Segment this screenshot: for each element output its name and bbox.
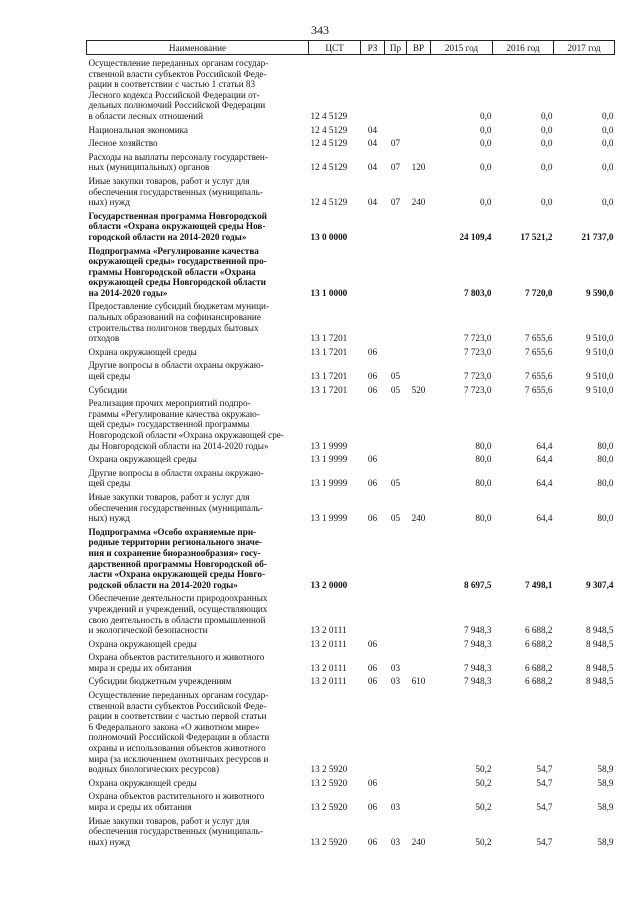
table-row — [87, 149, 615, 173]
row-rz: 06 — [367, 384, 378, 395]
table-row — [87, 775, 615, 789]
row-name-line: щей среды» государственной программы — [88, 419, 250, 430]
row-value-2017: 0,0 — [602, 110, 614, 121]
row-name-line: обеспечения государственных (муниципаль- — [88, 186, 263, 197]
row-pr — [385, 775, 407, 789]
row-name-line: родные территории регионального значе- — [88, 537, 262, 548]
row-name-line: Охрана объектов растительного и животного — [88, 652, 265, 663]
row-cst: 13 2 5920 — [310, 764, 348, 775]
row-pr: 05 — [390, 513, 401, 524]
row-pr: 05 — [390, 384, 401, 395]
row-value-2016: 7 655,6 — [524, 371, 553, 382]
row-cst: 13 1 7201 — [310, 333, 348, 344]
row-value-2016: 64,4 — [536, 440, 553, 451]
row-pr — [385, 243, 407, 299]
row-value-2017: 8 948,5 — [585, 676, 614, 687]
row-value-2016: 6 688,2 — [524, 676, 553, 687]
row-name — [87, 451, 309, 465]
table-row — [87, 298, 615, 343]
table-row — [87, 465, 615, 489]
row-name-line: Охрана окружающей среды — [88, 777, 197, 788]
row-vr: 610 — [411, 676, 426, 687]
header-2015: 2015 год — [431, 41, 493, 55]
row-value-2016: 54,7 — [536, 802, 553, 812]
row-value-2016: 7 655,6 — [524, 346, 553, 357]
row-pr: 03 — [390, 836, 401, 847]
row-name-line: 6 Федерального закона «О животном мире» — [88, 721, 260, 732]
table-row — [87, 451, 615, 465]
row-name-line: щей среды — [88, 478, 131, 489]
row-vr: 240 — [411, 513, 426, 524]
row-vr — [407, 465, 431, 489]
row-value-2015: 7 803,0 — [463, 287, 492, 298]
row-rz: 04 — [367, 124, 378, 135]
row-name-line: граммы Новгородской области «Охрана — [88, 266, 256, 277]
row-name — [87, 357, 309, 381]
row-vr — [407, 590, 431, 635]
row-cst: 13 1 7201 — [310, 384, 348, 395]
row-value-2015: 7 948,3 — [463, 662, 492, 673]
row-value-2015: 7 723,0 — [463, 384, 492, 395]
row-value-2015: 80,0 — [475, 440, 492, 451]
row-value-2017: 58,9 — [597, 836, 614, 847]
table-row — [87, 344, 615, 358]
header-2016: 2016 год — [493, 41, 554, 55]
row-value-2016: 0,0 — [541, 124, 553, 135]
row-pr — [385, 687, 407, 775]
table-row — [87, 122, 615, 136]
row-rz: 06 — [367, 676, 378, 687]
row-name-line: ных) нужд — [88, 836, 130, 847]
row-vr — [407, 788, 431, 812]
row-value-2017: 0,0 — [602, 124, 614, 135]
row-vr: 120 — [411, 162, 426, 173]
row-name — [87, 524, 309, 591]
row-name-line: Иные закупки товаров, работ и услуг для — [88, 491, 250, 502]
row-value-2017: 0,0 — [602, 138, 614, 149]
row-value-2015: 50,2 — [475, 836, 492, 847]
row-name — [87, 344, 309, 358]
row-cst: 13 2 0111 — [310, 676, 347, 687]
row-name-line: в области лесных отношений — [88, 110, 203, 121]
row-value-2017: 58,9 — [597, 777, 614, 788]
row-cst: 12 4 5129 — [310, 110, 348, 121]
row-rz — [361, 395, 385, 451]
row-cst: 13 2 5920 — [310, 802, 348, 812]
row-name — [87, 465, 309, 489]
row-cst: 13 1 9999 — [310, 478, 348, 489]
table-row — [87, 135, 615, 149]
row-name-line: окружающей среды» государственной про- — [88, 256, 267, 267]
row-value-2016: 6 688,2 — [524, 625, 553, 636]
row-cst: 13 1 0000 — [310, 287, 348, 298]
row-value-2015: 7 948,3 — [463, 676, 492, 687]
row-name-line: учреждений и учреждений, осуществляющих — [88, 603, 268, 614]
row-pr: 03 — [390, 662, 401, 673]
row-rz — [361, 243, 385, 299]
row-cst: 13 1 7201 — [310, 346, 348, 357]
row-value-2016: 7 720,0 — [524, 287, 553, 298]
table-row — [87, 788, 615, 812]
header-rz: РЗ — [361, 41, 385, 55]
row-pr: 07 — [390, 138, 401, 149]
row-name — [87, 208, 309, 243]
row-vr: 520 — [411, 384, 426, 395]
row-vr — [407, 208, 431, 243]
table-row — [87, 649, 615, 673]
row-cst: 12 4 5129 — [310, 197, 348, 208]
row-rz — [361, 524, 385, 591]
row-pr — [385, 524, 407, 591]
row-value-2016: 7 655,6 — [524, 384, 553, 395]
row-pr: 03 — [390, 676, 401, 687]
row-vr — [407, 451, 431, 465]
row-name-line: ных) нужд — [88, 513, 130, 524]
row-value-2016: 0,0 — [541, 138, 553, 149]
row-value-2017: 9 510,0 — [585, 333, 614, 344]
row-name-line: Охрана окружающей среды — [88, 454, 197, 465]
row-name-line: Иные закупки товаров, работ и услуг для — [88, 815, 250, 826]
header-2017: 2017 год — [554, 41, 615, 55]
row-value-2015: 7 723,0 — [463, 333, 492, 344]
row-name — [87, 649, 309, 673]
row-name — [87, 149, 309, 173]
row-vr — [407, 687, 431, 775]
row-value-2015: 24 109,4 — [459, 231, 492, 242]
row-value-2015: 0,0 — [480, 197, 492, 208]
row-pr — [385, 122, 407, 136]
row-pr — [385, 451, 407, 465]
row-name-line: мира и среды их обитания — [88, 662, 192, 673]
row-name-line: дельных полномочий Российской Федерации — [88, 100, 266, 111]
row-value-2015: 0,0 — [480, 162, 492, 173]
row-name-line: дарственной программы Новгородской об- — [88, 558, 267, 569]
row-pr — [385, 344, 407, 358]
row-vr — [407, 395, 431, 451]
row-name-line: Лесного кодекса Российской Федерации от- — [88, 89, 260, 100]
row-name-line: ды Новгородской области на 2014-2020 годы» — [88, 440, 269, 451]
row-rz: 06 — [367, 478, 378, 489]
row-name-line: Субсидии бюджетным учреждениям — [88, 676, 232, 687]
row-value-2015: 7 723,0 — [463, 371, 492, 382]
header-vr: ВР — [407, 41, 431, 55]
row-value-2017: 0,0 — [602, 162, 614, 173]
row-value-2016: 64,4 — [536, 454, 553, 465]
row-name-line: Лесное хозяйство — [88, 138, 158, 149]
table-row — [87, 590, 615, 635]
row-value-2016: 17 521,2 — [520, 231, 553, 242]
row-name — [87, 298, 309, 343]
row-value-2017: 58,9 — [597, 764, 614, 775]
row-rz: 06 — [367, 662, 378, 673]
row-name-line: ных (муниципальных) органов — [88, 162, 210, 173]
row-vr — [407, 122, 431, 136]
row-pr: 05 — [390, 478, 401, 489]
table-row — [87, 243, 615, 299]
row-cst: 13 1 9999 — [310, 513, 348, 524]
row-name-line: мира и среды их обитания — [88, 802, 192, 812]
row-value-2017: 0,0 — [602, 197, 614, 208]
row-value-2015: 50,2 — [475, 764, 492, 775]
row-cst: 13 2 5920 — [310, 777, 348, 788]
row-name-line: Подпрограмма «Регулирование качества — [88, 245, 259, 256]
row-value-2016: 7 498,1 — [524, 579, 553, 590]
row-value-2016: 0,0 — [541, 110, 553, 121]
row-cst: 13 1 7201 — [310, 371, 348, 382]
row-rz — [361, 208, 385, 243]
row-cst: 13 2 5920 — [310, 836, 348, 847]
row-name — [87, 243, 309, 299]
row-pr: 07 — [390, 162, 401, 173]
table-row — [87, 208, 615, 243]
row-name — [87, 55, 309, 122]
row-name — [87, 687, 309, 775]
row-name-line: и экологической безопасности — [88, 625, 208, 636]
row-vr — [407, 243, 431, 299]
row-rz: 04 — [367, 162, 378, 173]
row-value-2017: 80,0 — [597, 454, 614, 465]
row-cst: 13 2 0111 — [310, 625, 347, 636]
table-row — [87, 813, 615, 848]
row-cst: 12 4 5129 — [310, 162, 348, 173]
row-name-line: полномочий Российской Федерации в области — [88, 732, 270, 743]
row-vr — [407, 55, 431, 122]
row-name-line: Предоставление субсидий бюджетам муници- — [88, 301, 269, 312]
row-value-2017: 9 510,0 — [585, 346, 614, 357]
table-row — [87, 173, 615, 208]
row-name-line: Новгородской области «Охрана окружающей сре- — [88, 430, 284, 440]
row-value-2017: 9 510,0 — [585, 384, 614, 395]
row-name-line: ных) нужд — [88, 197, 130, 208]
row-name-line: Расходы на выплаты персоналу государствен- — [88, 151, 268, 162]
row-name-line: Субсидии — [88, 384, 128, 395]
row-name-line: ласти «Охрана окружающей среды Новго- — [88, 569, 266, 580]
row-name-line: Обеспечение деятельности природоохранных — [88, 593, 268, 604]
table-body — [87, 55, 615, 848]
row-rz: 06 — [367, 802, 378, 812]
row-rz: 04 — [367, 138, 378, 149]
row-name — [87, 135, 309, 149]
row-vr — [407, 344, 431, 358]
row-pr — [385, 636, 407, 650]
header-pr: Пр — [385, 41, 407, 55]
row-rz: 06 — [367, 638, 378, 649]
row-value-2017: 8 948,5 — [585, 625, 614, 636]
row-value-2016: 7 655,6 — [524, 333, 553, 344]
row-name — [87, 173, 309, 208]
row-name-line: на 2014-2020 годы» — [88, 287, 168, 298]
table-row — [87, 673, 615, 687]
table-row — [87, 55, 615, 122]
row-cst: 13 1 9999 — [310, 440, 348, 451]
row-vr — [407, 775, 431, 789]
row-value-2017: 58,9 — [597, 802, 614, 812]
row-value-2017: 8 948,5 — [585, 662, 614, 673]
row-name-line: Национальная экономика — [88, 124, 189, 135]
row-value-2017: 9 590,0 — [585, 287, 614, 298]
row-rz — [361, 590, 385, 635]
row-name-line: Другие вопросы в области охраны окружаю- — [88, 360, 264, 371]
row-pr — [385, 590, 407, 635]
row-value-2015: 7 948,3 — [463, 625, 492, 636]
row-vr — [407, 298, 431, 343]
row-name — [87, 395, 309, 451]
table-row — [87, 636, 615, 650]
row-value-2015: 8 697,5 — [463, 579, 492, 590]
row-name-line: водных биологических ресурсов) — [88, 764, 220, 775]
table-row — [87, 489, 615, 524]
row-name — [87, 636, 309, 650]
row-name-line: обеспечения государственных (муниципаль- — [88, 826, 263, 837]
row-value-2016: 54,7 — [536, 836, 553, 847]
row-pr — [385, 208, 407, 243]
row-vr — [407, 649, 431, 673]
row-name — [87, 590, 309, 635]
row-name-line: пальных образований на софинансирование — [88, 312, 261, 323]
row-name-line: окружающей среды Новгородской области — [88, 277, 266, 288]
row-name-line: рации в соответствии с частью первой статьи — [88, 711, 267, 722]
row-name-line: охраны и использования объектов животного — [88, 743, 266, 754]
row-rz: 06 — [367, 346, 378, 357]
row-name-line: свою деятельность в области промышленной — [88, 614, 266, 625]
row-name — [87, 673, 309, 687]
row-vr: 240 — [411, 836, 426, 847]
row-name-line: Государственная программа Новгородской — [88, 210, 267, 221]
row-name — [87, 122, 309, 136]
table-row — [87, 357, 615, 381]
row-name-line: городской области на 2014-2020 годы» — [88, 231, 247, 242]
row-value-2015: 0,0 — [480, 138, 492, 149]
row-pr: 03 — [390, 802, 401, 812]
row-value-2017: 8 948,5 — [585, 638, 614, 649]
row-pr — [385, 395, 407, 451]
row-rz — [361, 687, 385, 775]
row-value-2015: 50,2 — [475, 777, 492, 788]
row-name-line: ния и сохранение биоразнообразия» госу- — [88, 547, 261, 558]
row-name-line: рации в соответствии с частью 1 статьи 83 — [88, 79, 256, 90]
row-value-2017: 80,0 — [597, 478, 614, 489]
header-cst: ЦСТ — [309, 41, 361, 55]
row-name — [87, 788, 309, 812]
row-value-2015: 7 948,3 — [463, 638, 492, 649]
row-value-2017: 9 510,0 — [585, 371, 614, 382]
row-value-2016: 6 688,2 — [524, 662, 553, 673]
row-vr — [407, 524, 431, 591]
row-rz: 06 — [367, 513, 378, 524]
table-header-row — [87, 41, 615, 55]
row-name-line: мира (за исключением охотничьих ресурсов и — [88, 753, 269, 764]
row-name-line: Другие вопросы в области охраны окружаю- — [88, 467, 264, 478]
row-value-2017: 21 737,0 — [581, 231, 614, 242]
row-name-line: Иные закупки товаров, работ и услуг для — [88, 175, 250, 186]
row-value-2015: 50,2 — [475, 802, 492, 812]
row-name — [87, 489, 309, 524]
row-pr: 05 — [390, 371, 401, 382]
table-row — [87, 382, 615, 396]
row-value-2016: 0,0 — [541, 162, 553, 173]
row-name-line: Охрана окружающей среды — [88, 638, 197, 649]
row-rz: 06 — [367, 836, 378, 847]
row-value-2016: 64,4 — [536, 478, 553, 489]
row-name-line: Охрана объектов растительного и животного — [88, 791, 265, 802]
row-name-line: области «Охрана окружающей среды Нов- — [88, 221, 266, 232]
row-name-line: Подпрограмма «Особо охраняемые при- — [88, 526, 257, 537]
row-value-2016: 0,0 — [541, 197, 553, 208]
row-rz: 06 — [367, 454, 378, 465]
row-name-line: обеспечения государственных (муниципаль- — [88, 502, 263, 513]
row-value-2016: 54,7 — [536, 777, 553, 788]
row-name-line: отходов — [88, 333, 120, 344]
row-name-line: Реализация прочих мероприятий подпро- — [88, 398, 251, 409]
row-value-2015: 80,0 — [475, 513, 492, 524]
header-name: Наименование — [87, 41, 309, 55]
row-cst: 13 1 9999 — [310, 454, 348, 465]
row-name-line: строительства полигонов твердых бытовых — [88, 322, 259, 333]
row-name — [87, 775, 309, 789]
row-name — [87, 813, 309, 848]
row-cst: 13 2 0111 — [310, 662, 347, 673]
row-value-2017: 9 307,4 — [585, 579, 614, 590]
row-cst: 12 4 5129 — [310, 124, 348, 135]
row-rz: 06 — [367, 777, 378, 788]
row-value-2017: 80,0 — [597, 440, 614, 451]
row-value-2015: 0,0 — [480, 124, 492, 135]
row-rz — [361, 298, 385, 343]
row-name-line: щей среды — [88, 371, 131, 382]
page-number: 343 — [311, 23, 329, 37]
table-row — [87, 395, 615, 451]
row-value-2016: 6 688,2 — [524, 638, 553, 649]
row-cst: 12 4 5129 — [310, 138, 348, 149]
row-vr: 240 — [411, 197, 426, 208]
budget-table — [86, 40, 615, 847]
row-cst: 13 2 0000 — [310, 579, 348, 590]
row-name — [87, 382, 309, 396]
row-pr — [385, 55, 407, 122]
row-name-line: граммы «Регулирование качества окружаю- — [88, 408, 260, 419]
row-rz: 04 — [367, 197, 378, 208]
table-row — [87, 524, 615, 591]
row-name-line: ственной власти субъектов Российской Феде- — [88, 700, 267, 711]
row-name-line: Осуществление переданных органам государ- — [88, 690, 269, 701]
row-cst: 13 0 0000 — [310, 231, 348, 242]
row-value-2016: 54,7 — [536, 764, 553, 775]
row-name-line: родской области на 2014-2020 годы» — [88, 579, 238, 590]
row-name-line: Осуществление переданных органам государ- — [88, 58, 269, 68]
row-vr — [407, 636, 431, 650]
row-rz: 06 — [367, 371, 378, 382]
row-rz — [361, 55, 385, 122]
row-vr — [407, 135, 431, 149]
row-name-line: ственной власти субъектов Российской Феде- — [88, 68, 267, 79]
row-value-2016: 64,4 — [536, 513, 553, 524]
row-value-2015: 7 723,0 — [463, 346, 492, 357]
table-row — [87, 687, 615, 775]
row-name-line: Охрана окружающей среды — [88, 346, 197, 357]
row-value-2015: 80,0 — [475, 478, 492, 489]
row-pr — [385, 298, 407, 343]
row-value-2015: 0,0 — [480, 110, 492, 121]
row-value-2017: 80,0 — [597, 513, 614, 524]
row-cst: 13 2 0111 — [310, 638, 347, 649]
row-pr: 07 — [390, 197, 401, 208]
row-value-2015: 80,0 — [475, 454, 492, 465]
row-vr — [407, 357, 431, 381]
